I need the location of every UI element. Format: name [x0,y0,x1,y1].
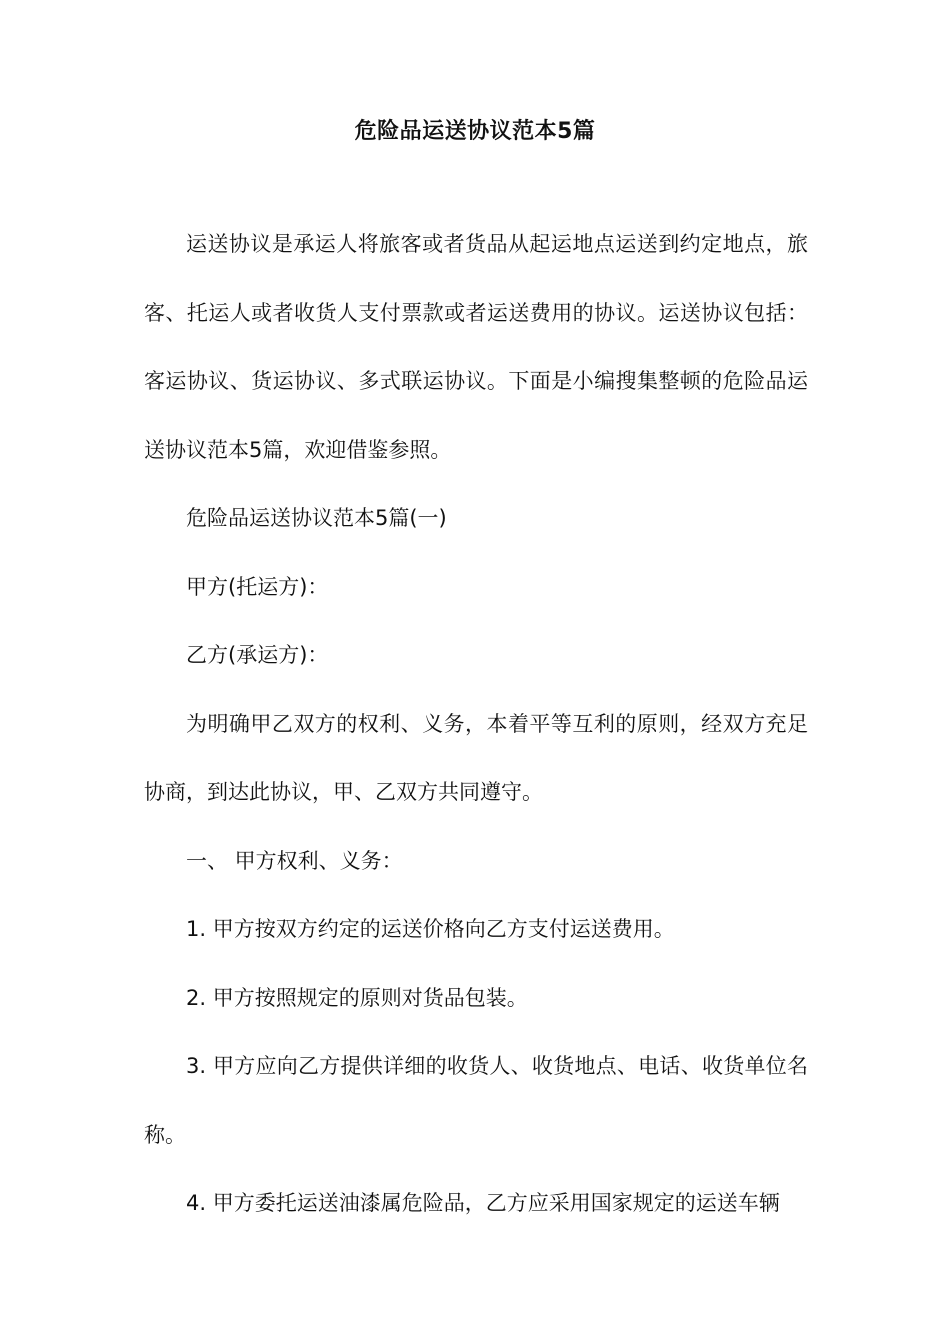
document-title: 危险品运送协议范本5篇 [354,119,596,144]
party-b-line: 乙方(承运方)： [186,643,329,667]
clause-item-1: 1. 甲方按双方约定的运送价格向乙方支付运送费用。 [186,917,675,941]
preamble-paragraph: 为明确甲乙双方的权利、义务，本着平等互利的原则，经双方充足协商，到达此协议，甲、乙双方共同遵守。 [144,711,808,804]
clause-item-4: 4. 甲方委托运送油漆属危险品，乙方应采用国家规定的运送车辆 [186,1191,780,1215]
intro-paragraph: 运送协议是承运人将旅客或者货品从起运地点运送到约定地点，旅客、托运人或者收货人支付票款或者运送费用的协议。运送协议包括：客运协议、货运协议、多式联运协议。下面是小编搜集整顿的危险品运送协议范本5篇，欢迎借鉴参照。 [144,232,808,462]
document-body [144,210,808,1238]
party-a-line: 甲方(托运方)： [186,574,329,599]
section-heading: 危险品运送协议范本5篇(一) [186,506,447,530]
clause-item-3: 3. 甲方应向乙方提供详细的收货人、收货地点、电话、收货单位名称。 [144,1054,808,1147]
clause-heading: 一、 甲方权利、义务： [186,848,403,873]
clause-item-2: 2. 甲方按照规定的原则对货品包装。 [186,985,528,1010]
